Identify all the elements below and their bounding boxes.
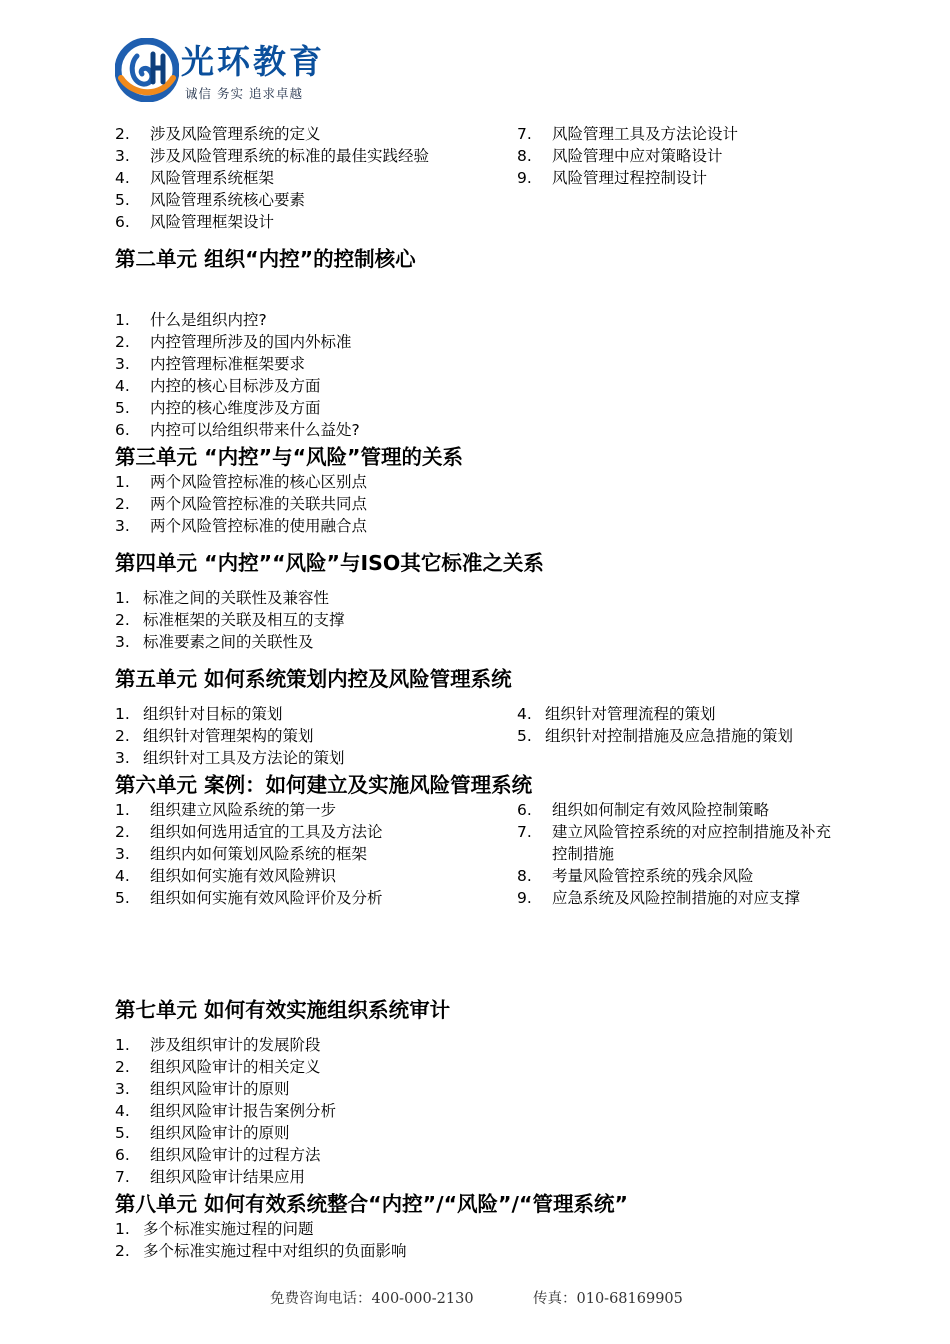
section-heading: 第六单元 案例：如何建立及实施风险管理系统 <box>115 773 533 797</box>
section-heading: 第八单元 如何有效系统整合“内控”/“风险”/“管理系统” <box>115 1192 628 1216</box>
company-logo <box>113 36 328 108</box>
logo-company-name: 光环教育 <box>181 42 325 81</box>
section-heading: 第四单元 “内控”“风险”与ISO其它标准之关系 <box>115 551 544 575</box>
section-heading: 第二单元 组织“内控”的控制核心 <box>115 247 416 271</box>
section-heading: 第七单元 如何有效实施组织系统审计 <box>115 998 451 1022</box>
section-heading: 第五单元 如何系统策划内控及风险管理系统 <box>115 667 512 691</box>
logo-slogan: 诚信 务实 追求卓越 <box>185 86 303 101</box>
logo-mark-icon <box>115 38 179 102</box>
section-heading: 第三单元 “内控”与“风险”管理的关系 <box>115 445 464 469</box>
footer-fax: 传真：010-68169905 <box>533 1291 683 1307</box>
footer-phone: 免费咨询电话：400-000-2130 <box>270 1291 474 1307</box>
